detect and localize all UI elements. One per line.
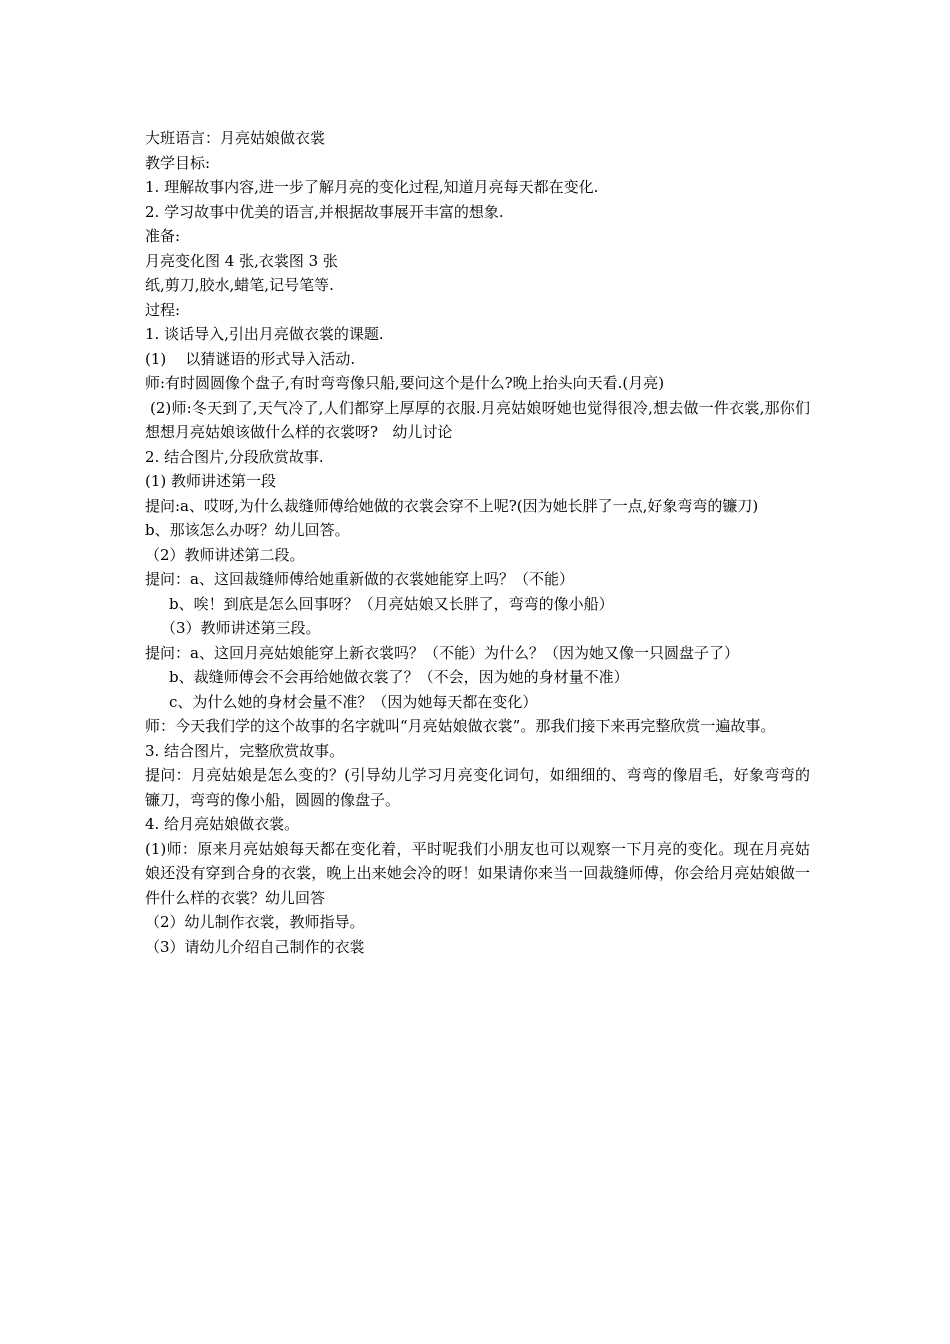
goal-item-1: 1. 理解故事内容,进一步了解月亮的变化过程,知道月亮每天都在变化. <box>145 178 599 196</box>
prep-heading: 准备: <box>145 227 181 245</box>
step-4-1: (1)师：原来月亮姑娘每天都在变化着，平时呢我们小朋友也可以观察一下月亮的变化。现在月亮姑娘还没有穿到合身的衣裳，晚上出来她会冷的呀！如果请你来当一回裁缝师傅，你会给月亮姑娘做一件什么样的衣裳？幼儿回答 <box>145 839 810 907</box>
question-4: 提问：月亮姑娘是怎么变的？(引导幼儿学习月亮变化词句，如细细的、弯弯的像眉毛，好象弯弯的镰刀，弯弯的像小船，圆圆的像盘子。 <box>145 766 810 809</box>
question-2a: 提问：a、这回裁缝师傅给她重新做的衣裳她能穿上吗？（不能） <box>145 570 574 588</box>
question-1a: 提问:a、哎呀,为什么裁缝师傅给她做的衣裳会穿不上呢?(因为她长胖了一点,好象弯弯的镰刀) <box>145 496 759 515</box>
prep-item-1: 月亮变化图 4 张,衣裳图 3 张 <box>145 251 338 270</box>
question-3c: c、为什么她的身材会量不准？（因为她每天都在变化） <box>169 692 538 711</box>
step-2-2: （2）教师讲述第二段。 <box>145 545 305 564</box>
step-3: 3. 结合图片，完整欣赏故事。 <box>145 741 345 760</box>
step-1-2: (2)师:冬天到了,天气冷了,人们都穿上厚厚的衣服.月亮姑娘呀她也觉得很冷,想去做一件衣裳,那你们想想月亮姑娘该做什么样的衣裳呀? 幼儿讨论 <box>145 398 810 441</box>
question-3b: b、裁缝师傅会不会再给她做衣裳了？（不会，因为她的身材量不准） <box>169 668 629 686</box>
step-4-2: （2）幼儿制作衣裳，教师指导。 <box>145 913 365 931</box>
goals-heading: 教学目标: <box>145 153 211 172</box>
step-4-3: （3）请幼儿介绍自己制作的衣裳 <box>145 937 365 956</box>
riddle-text: 师:有时圆圆像个盘子,有时弯弯像只船,要问这个是什么?晚上抬头向天看.(月亮) <box>145 374 665 392</box>
step-4: 4. 给月亮姑娘做衣裳。 <box>145 815 300 833</box>
teacher-story-name: 师：今天我们学的这个故事的名字就叫“月亮姑娘做衣裳”。那我们接下来再完整欣赏一遍故事。 <box>145 717 776 735</box>
document-title: 大班语言：月亮姑娘做衣裳 <box>145 129 326 147</box>
question-2b: b、唉！到底是怎么回事呀？（月亮姑娘又长胖了，弯弯的像小船） <box>169 594 614 613</box>
question-3a: 提问：a、这回月亮姑娘能穿上新衣裳吗？（不能）为什么？（因为她又像一只圆盘子了） <box>145 643 739 662</box>
step-2-1: (1) 教师讲述第一段 <box>145 472 277 490</box>
process-heading: 过程: <box>145 300 181 319</box>
step-2-3: （3）教师讲述第三段。 <box>161 619 321 637</box>
question-1b: b、那该怎么办呀？幼儿回答。 <box>145 521 350 539</box>
step-1: 1. 谈话导入,引出月亮做衣裳的课题. <box>145 325 384 343</box>
document-body <box>145 126 810 959</box>
step-1-1: (1) 以猜谜语的形式导入活动. <box>145 349 356 368</box>
goal-item-2: 2. 学习故事中优美的语言,并根据故事展开丰富的想象. <box>145 202 504 221</box>
step-2: 2. 结合图片,分段欣赏故事. <box>145 447 324 466</box>
prep-item-2: 纸,剪刀,胶水,蜡笔,记号笔等. <box>145 276 334 294</box>
